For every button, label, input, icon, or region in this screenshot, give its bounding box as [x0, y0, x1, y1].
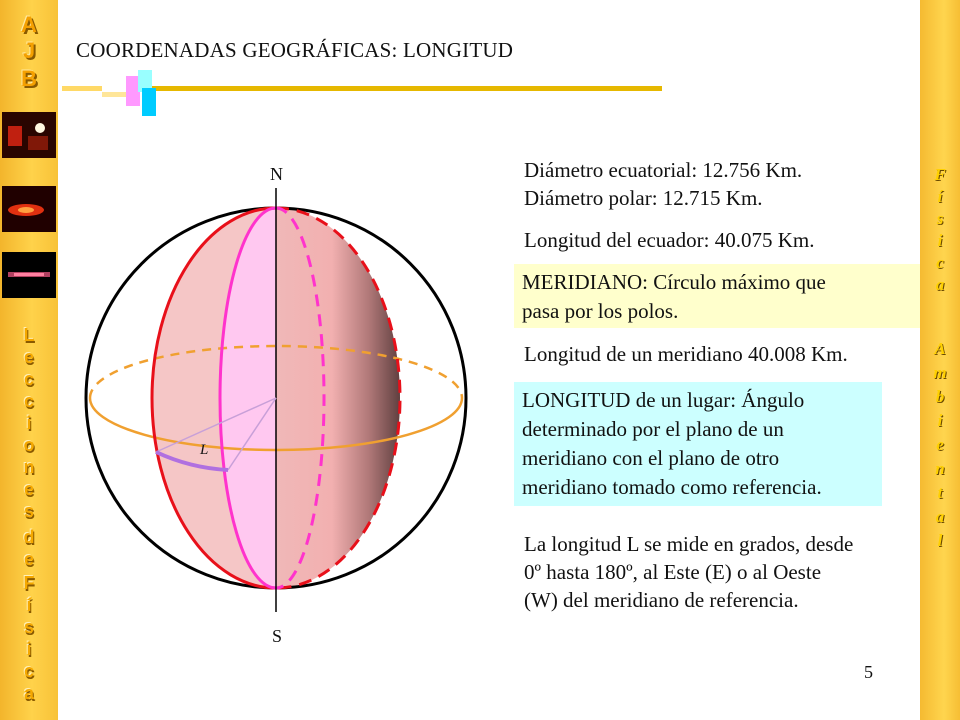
title-decoration	[62, 64, 662, 124]
logo-letter-a: A	[21, 12, 37, 37]
thumbnail-laser[interactable]	[2, 186, 56, 232]
sidebar-letter: a	[935, 507, 945, 526]
sidebar-letter: o	[23, 435, 35, 455]
meridian-plane-shade	[276, 208, 400, 588]
sidebar-letter: e	[23, 479, 34, 499]
medida-line-2: 0º hasta 180º, al Este (E) o al Oeste	[524, 560, 822, 584]
longitud-def-line-3: meridiano con el plano de otro	[522, 446, 780, 470]
meridiano-line-2: pasa por los polos.	[522, 299, 679, 323]
sidebar-letter: í	[937, 187, 943, 206]
sidebar-letter: c	[936, 253, 944, 272]
sidebar-letter: b	[935, 387, 945, 406]
diametro-polar-text: Diámetro polar: 12.715 Km.	[524, 186, 763, 210]
diametro-ecuatorial-text: Diámetro ecuatorial: 12.756 Km.	[524, 158, 803, 182]
sidebar-letter: m	[933, 363, 947, 382]
sidebar-letter: e	[23, 347, 34, 367]
sidebar-letter: s	[23, 617, 34, 637]
meridiano-definition-box	[514, 264, 920, 328]
longitud-def-line-1: LONGITUD de un lugar: Ángulo	[522, 388, 805, 412]
sidebar-letter: F	[23, 573, 35, 593]
spectrum-image-icon	[2, 252, 56, 298]
sidebar-letter: F	[934, 165, 946, 184]
longitud-def-line-2: determinado por el plano de un	[522, 417, 784, 441]
sidebar-letter: c	[23, 391, 34, 411]
longitud-def-line-4: meridiano tomado como referencia.	[522, 475, 822, 499]
page-title: COORDENADAS GEOGRÁFICAS: LONGITUD	[76, 38, 514, 62]
sidebar-letter: L	[23, 325, 35, 345]
sidebar-letter: c	[23, 369, 34, 389]
sidebar-letter: t	[937, 483, 943, 502]
north-pole-label: N	[270, 164, 283, 184]
sidebar-letter: i	[937, 231, 943, 250]
meridiano-line-1: MERIDIANO: Círculo máximo que	[522, 270, 826, 294]
lab-image-icon	[2, 112, 56, 158]
sidebar-letter: n	[935, 459, 945, 478]
sidebar-letter: A	[934, 339, 946, 358]
right-sidebar	[920, 0, 960, 720]
sidebar-letter: i	[26, 413, 32, 433]
sidebar-letter: a	[935, 275, 945, 294]
sidebar-letter: d	[23, 527, 35, 547]
page-number: 5	[864, 662, 873, 682]
longitud-ecuador-text: Longitud del ecuador: 40.075 Km.	[524, 228, 815, 252]
globe-figure	[80, 180, 480, 620]
sidebar-letter: n	[23, 457, 35, 477]
logo-letter-j: J	[22, 38, 36, 63]
longitud-meridiano-text: Longitud de un meridiano 40.008 Km.	[524, 342, 848, 366]
thumbnail-lab[interactable]	[2, 112, 56, 158]
sidebar-letter: í	[26, 595, 32, 615]
sidebar-letter: e	[936, 435, 944, 454]
sidebar-letter: i	[937, 411, 943, 430]
sidebar-letter: a	[23, 683, 34, 703]
sidebar-letter: i	[26, 639, 32, 659]
sidebar-letter: c	[23, 661, 34, 681]
angle-label: L	[200, 442, 209, 458]
laser-image-icon	[2, 186, 56, 232]
longitud-definition-box	[514, 382, 882, 506]
medida-line-1: La longitud L se mide en grados, desde	[524, 532, 854, 556]
south-pole-label: S	[272, 626, 283, 646]
thumbnail-spectrum[interactable]	[2, 252, 56, 298]
sidebar-letter: s	[23, 501, 34, 521]
sidebar-letter: l	[937, 531, 943, 550]
sidebar-letter: e	[23, 549, 34, 569]
logo-letter-b: B	[21, 66, 37, 91]
sidebar-letter: s	[936, 209, 944, 228]
medida-line-3: (W) del meridiano de referencia.	[524, 588, 799, 612]
